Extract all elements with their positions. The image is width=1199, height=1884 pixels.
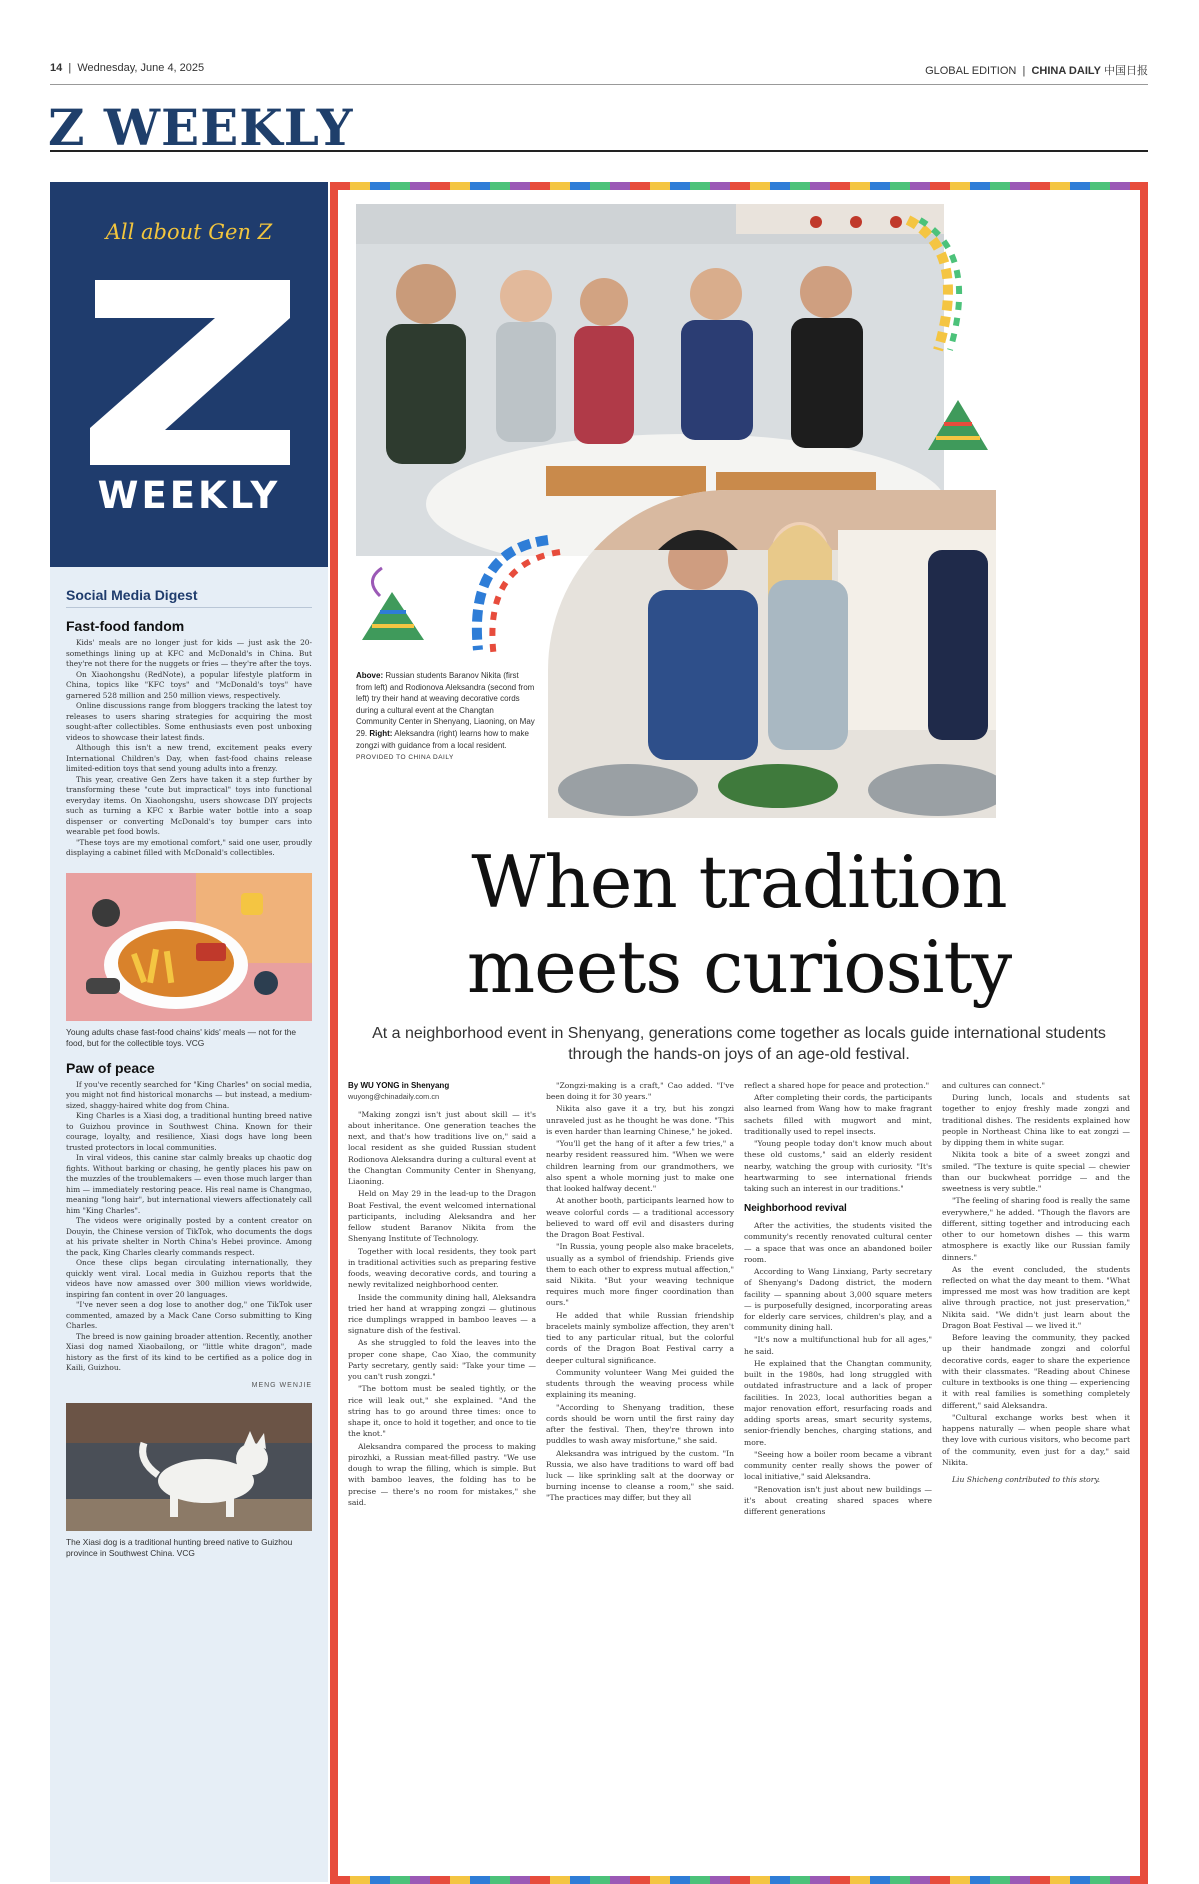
zongzi-icon: [918, 390, 998, 470]
photo-caption: [356, 670, 536, 763]
story1-body: [66, 638, 312, 859]
paragraph: According to Wang Linxiang, Party secretary of Shenyang's Dadong district, the modern facility — spanning about 3,000 square meters — is purposefully designed, incorporating areas for elderly care services, children's play, and a community dining hall.: [744, 1267, 932, 1333]
story1-headline: Fast-food fandom: [66, 618, 185, 634]
paragraph: The videos were originally posted by a content creator on Douyin, the Chinese version of TikTok, who documents the dogs at his private shelter in North China's Hebei province. Among the pack, King Charles clearly commands respect.: [66, 1216, 312, 1257]
article-deck: At a neighborhood event in Shenyang, generations come together as locals guide international students through the hands-on joys of an age-old festival.: [372, 1025, 1106, 1063]
story2-headline: Paw of peace: [66, 1059, 155, 1076]
paragraph: Nikita took a bite of a sweet zongzi and smiled. "The texture is quite special — chewier than our buckwheat porridge — and the sweetness is very subtle.": [942, 1150, 1130, 1194]
masthead-label: CHINA DAILY: [1031, 65, 1101, 77]
paragraph: If you've recently searched for "King Charles" on social media, you might not find historical monarchs — but instead, a medium-sized, shaggy-haired white dog from China.: [66, 1079, 312, 1110]
paragraph: Before leaving the community, they packed up their handmade zongzi and colorful decorative cords, eager to share the experience with their classmates. "Reading about Chinese culture in textbooks is one thing — experiencing it with real families is something completely different," said Aleksandra.: [942, 1333, 1130, 1410]
top-rule: [50, 84, 1148, 85]
article-headline: When tradition meets curiosity: [466, 840, 1012, 1009]
paragraph: "These toys are my emotional comfort," said one user, proudly displaying a cabinet filled with McDonald's collectibles.: [66, 837, 312, 858]
paragraph: "According to Shenyang tradition, these cords should be worn until the first rainy day after the festival. Then, they're thrown into puddles to wash away misfortune," she said.: [546, 1402, 734, 1446]
author-email: wuyong@chinadaily.com.cn: [348, 1091, 440, 1101]
paragraph: Community volunteer Wang Mei guided the students through the weaving process while explaining its meaning.: [546, 1367, 734, 1400]
article-body: [348, 1080, 1130, 1518]
paragraph: As the event concluded, the students reflected on what the day meant to them. "What impressed me most was how tradition are kept alive through practice, not just preservation," Nikita said. "We didn't just learn about the Dragon Boat Festival — we lived it.": [942, 1264, 1130, 1330]
paragraph: After completing their cords, the participants also learned from Wang how to make fragrant sachets filled with mugwort and mint, traditionally used to repel insects.: [744, 1093, 932, 1136]
column-2: [546, 1080, 734, 1518]
page-info: 14 | Wednesday, June 4, 2025: [50, 62, 205, 74]
paragraph: During lunch, locals and students sat together to enjoy freshly made zongzi and traditional dishes. The residents explained how people in Northeast China like to eat zongzi — by dipping them in white sugar.: [942, 1093, 1130, 1148]
rainbow-arc-icon: [898, 210, 978, 360]
paragraph: "In Russia, young people also make bracelets, usually as a symbol of friendship. Friends give them to each other to express mutual affection," said Nikita. "But your weaving technique requires much more finger coordination than ours.": [546, 1242, 734, 1308]
story2-credit: MENG WENJIE: [251, 1381, 312, 1389]
paragraph: Online discussions range from bloggers tracking the latest toy releases to users sharing strategies for acquiring the most sought-after collectibles. Some enthusiasts even post unboxing videos to showcase their latest finds.: [66, 701, 312, 742]
paragraph: "Zongzi-making is a craft," Cao added. "I've been doing it for 30 years.": [546, 1081, 734, 1102]
paragraph: "Renovation isn't just about new buildings — it's about creating shared spaces where different generations: [744, 1484, 932, 1516]
paragraph: "It's now a multifunctional hub for all ages," he said.: [744, 1335, 932, 1356]
fast-food-photo: [66, 873, 312, 1021]
page-number: 14: [50, 62, 63, 74]
zongzi-photo: [548, 490, 996, 818]
section-title: Z WEEKLY: [48, 98, 354, 157]
paragraph: Kids' meals are no longer just for kids — just ask the 20-somethings lining up at KFC and McDonald's in China. But they're not there for the nuggets or fries — they're after the toys.: [66, 638, 312, 669]
column-4: [942, 1080, 1130, 1518]
paragraph: "I've never seen a dog lose to another dog," one TikTok user commented, amazed by a Mack Cane Corso submitting to King Charles.: [66, 1300, 312, 1331]
paragraph: "The feeling of sharing food is really the same everywhere," he added. "Though the flavors are different, sitting together and introducing each other to our hometown dishes — this warm atmosphere is exactly like our Russian family dinners.": [942, 1196, 1130, 1262]
subhead: Neighborhood revival: [744, 1203, 847, 1215]
paragraph: Nikita also gave it a try, but his zongzi unraveled just as he thought he was done. "This is even harder than learning Chinese," he joked.: [546, 1104, 734, 1136]
sidebar: [50, 182, 328, 1882]
paragraph: This year, creative Gen Zers have taken it a step further by transforming these "cute but impractical" toys into functional everyday items. On Xiaohongshu, users showcase DIY projects such as turning a KFC x Barbie water bottle into a soap dispenser or converting McDonald's toy bumper cars into wearable pet food bowls.: [66, 774, 312, 837]
paragraph: After the activities, the students visited the community's recently renovated cultural center — a space that was once an abandoned boiler room.: [744, 1221, 932, 1264]
brand-tagline: All about Gen Z: [105, 220, 273, 244]
paragraph: "Seeing how a boiler room became a vibrant community center really shows the power of local initiative," said Aleksandra.: [744, 1449, 932, 1482]
paragraph: Although this isn't a new trend, excitement peaks every International Children's Day, when fast-food chains release limited-edition toys that send young adults into a frenzy.: [66, 743, 312, 774]
paragraph: "Young people today don't know much about these old customs," said an elderly resident nearby, watching the group with curiosity. "It's heartwarming to see international friends taking such an interest in our traditions.": [744, 1139, 932, 1194]
caption-label-above: Above:: [356, 671, 384, 680]
paragraph: In viral videos, this canine star calmly breaks up chaotic dog fights. Without barking or chasing, he gently places his paw on the muzzles of the troublemakers — even those much larger than him — immediately restoring peace. His real name is Changmao, meaning "long hair", but international viewers affectionately call him "King Charles".: [66, 1153, 312, 1215]
paragraph: On Xiaohongshu (RedNote), a popular lifestyle platform in China, topics like "KFC toys" and "McDonald's toys" have garnered 528 million and 250 million views, respectively.: [66, 669, 312, 700]
paragraph: "You'll get the hang of it after a few tries," a nearby resident reassured him. "When we were children learning from our grandmothers, we also spent a whole morning just to make one that looked halfway decent.": [546, 1139, 734, 1194]
paragraph: He added that while Russian friendship bracelets mainly symbolize affection, they aren't tied to any particular ritual, but the colorful cords of the Dragon Boat Festival carry a deeper cultural significance.: [546, 1310, 734, 1365]
z-logo-icon: [80, 270, 300, 470]
brand-word: WEEKLY: [97, 474, 281, 517]
column-1: [348, 1080, 536, 1518]
column-3: [744, 1080, 932, 1518]
paragraph: The breed is now gaining broader attention. Recently, another Xiasi dog named Xiaobailong, or "little white dragon", made history as the first of its kind to be certified as a police dog in Kaili, Guizhou.: [66, 1331, 312, 1373]
edition-label: GLOBAL EDITION: [925, 65, 1017, 77]
article-inner: [338, 190, 1140, 1876]
paragraph: Aleksandra compared the process to making pirozhki, a Russian meat-filled pastry. "We use dough to wrap the filling, which is simple. But with bamboo leaves, the folding has to be precise — there's no room for mistakes," she said.: [348, 1441, 536, 1507]
caption-above-text: Russian students Baranov Nikita (first from left) and Rodionova Aleksandra (second from left) try their hand at weaving decorative cords during a cultural event at the Changtan Community Center in Shenyang, Liaoning, on May 29.: [356, 671, 535, 738]
paragraph: Held on May 29 in the lead-up to the Dragon Boat Festival, the event welcomed international participants, including Aleksandra and her fellow student Baranov Nikita from the Shenyang Institute of Technology.: [348, 1189, 536, 1244]
dog-caption: The Xiasi dog is a traditional hunting breed native to Guizhou province in Southwest China. VCG: [66, 1536, 293, 1559]
caption-label-right: Right:: [369, 728, 393, 738]
paragraph: At another booth, participants learned how to weave colorful cords — a traditional accessory believed to ward off evil and disasters during the Dragon Boat Festival.: [546, 1196, 734, 1240]
section-rule: [50, 150, 1148, 152]
paragraph: He explained that the Changtan community, built in the 1980s, had long struggled with outdated infrastructure and a lack of proper facilities. In 2023, local authorities began a major renovation effort, resurfacing roads and adding sports areas, smart security systems, senior-friendly benches, charging stations, and more.: [744, 1358, 932, 1447]
dog-photo: [66, 1403, 312, 1531]
digest-title: Social Media Digest: [66, 587, 312, 608]
byline: By WU YONG in Shenyang: [348, 1081, 450, 1090]
masthead-cn: 中国日报: [1104, 65, 1148, 77]
paragraph: and cultures can connect.": [942, 1081, 1046, 1090]
paragraph: Inside the community dining hall, Aleksandra tried her hand at wrapping zongzi — glutinous rice dumplings wrapped in bamboo leaves — a signature dish of the festival.: [348, 1292, 536, 1336]
paragraph: "The bottom must be sealed tightly, or the rice will leak out," she explained. "And the string has to go around three times: once to shape it, once to hold it together, and once to tie the knot.": [348, 1384, 536, 1439]
photo-credit: PROVIDED TO CHINA DAILY: [356, 754, 454, 762]
story2-body: [66, 1080, 312, 1374]
masthead-info: GLOBAL EDITION | CHINA DAILY 中国日报: [925, 65, 1148, 77]
paragraph: "Cultural exchange works best when it happens naturally — when people share what they love with curious visitors, who become part of the community, even just for a day," said Nikita.: [942, 1412, 1130, 1467]
paragraph: Together with local residents, they took part in traditional activities such as preparing festive foods, weaving decorative cords, and touring a newly revitalized neighborhood center.: [348, 1246, 536, 1290]
fast-food-caption: Young adults chase fast-food chains' kids' meals — not for the food, but for the collectible toys. VCG: [66, 1026, 297, 1049]
contributor-note: Liu Shicheng contributed to this story.: [952, 1474, 1101, 1484]
issue-date: Wednesday, June 4, 2025: [77, 62, 205, 74]
article-panel: [330, 182, 1148, 1884]
paragraph: Aleksandra was intrigued by the custom. "In Russia, we also have traditions to ward off bad luck — like sprinkling salt at the doorway or burning incense to cleanse a room," she said. "The practices may differ, but they all: [546, 1448, 734, 1503]
running-head: [50, 62, 1148, 78]
paragraph: As she struggled to fold the leaves into the proper cone shape, Cao Xiao, the community Party secretary, gently said: "Take your time — you can't rush zongzi.": [348, 1338, 536, 1382]
z-weekly-brand-block: [50, 182, 328, 567]
zongzi-left-icon: [352, 560, 432, 660]
paragraph: Once these clips began circulating internationally, they quickly went viral. Local media in Guizhou reports that the videos have now amassed over 300 million views worldwide, inspiring fan content in over 20 languages.: [66, 1258, 312, 1299]
paragraph: reflect a shared hope for peace and protection.": [744, 1081, 930, 1090]
paragraph: King Charles is a Xiasi dog, a traditional hunting breed native to Guizhou province in Southwest China. Known for their courage, loyalty, and resilience, Xiasi dogs have long been trusted protectors in local communities.: [66, 1111, 312, 1152]
paragraph: "Making zongzi isn't just about skill — it's about inheritance. One generation teaches the next, and that's how traditions live on," said a local resident as she guided Russian student Rodionova Aleksandra during a cultural event at the Changtan Community Center in Shenyang, Liaoning.: [348, 1109, 536, 1187]
caption-right-text: Aleksandra (right) learns how to make zongzi with guidance from a local resident.: [356, 728, 529, 750]
